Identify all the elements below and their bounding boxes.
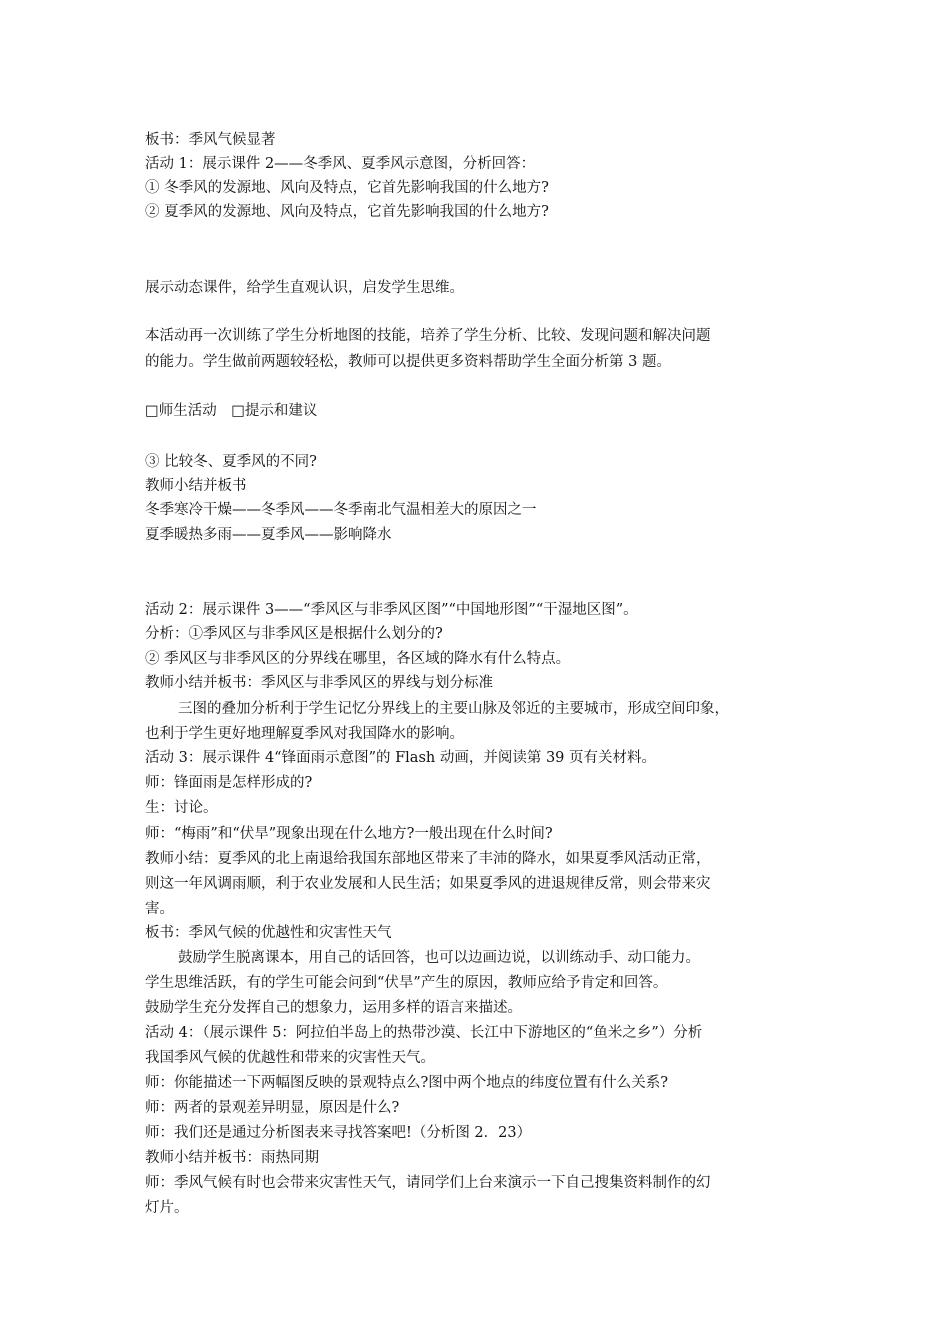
text-line: 教师小结并板书：季风区与非季风区的界线与划分标准	[145, 675, 493, 691]
text-line: ② 夏季风的发源地、风向及特点，它首先影响我国的什么地方?	[145, 204, 549, 220]
text-line: ① 冬季风的发源地、风向及特点，它首先影响我国的什么地方?	[145, 180, 549, 196]
text-line: 害。	[145, 901, 174, 917]
text-line: 生：讨论。	[145, 800, 218, 816]
text-line: 师：“梅雨”和“伏旱”现象出现在什么地方?一般出现在什么时间?	[145, 826, 553, 842]
text-line: 本活动再一次训练了学生分析地图的技能，培养了学生分析、比较、发现问题和解决问题	[145, 328, 711, 344]
text-line: 分析：①季风区与非季风区是根据什么划分的?	[145, 626, 443, 642]
text-line: 师：锋面雨是怎样形成的?	[145, 775, 313, 791]
text-line: 活动 1：展示课件 2——冬季风、夏季风示意图，分析回答：	[145, 156, 536, 172]
text-line: 鼓励学生充分发挥自己的想象力，运用多样的语言来描述。	[145, 1000, 522, 1016]
text-line: 学生思维活跃，有的学生可能会问到“伏旱”产生的原因，教师应给予肯定和回答。	[145, 975, 668, 991]
text-line: 活动 4：（展示课件 5：阿拉伯半岛上的热带沙漠、长江中下游地区的“鱼米之乡”）分析	[145, 1025, 703, 1041]
text-line: 师：我们还是通过分析图表来寻找答案吧!（分析图 2．23）	[145, 1125, 532, 1141]
text-line: 展示动态课件，给学生直观认识，启发学生思维。	[145, 280, 464, 296]
text-line: 冬季寒冷干燥——冬季风——冬季南北气温相差大的原因之一	[145, 502, 537, 518]
text-line: 则这一年风调雨顺，利于农业发展和人民生活；如果夏季风的进退规律反常，则会带来灾	[145, 876, 711, 892]
text-line: □师生活动 □提示和建议	[145, 403, 318, 419]
text-line: 活动 2：展示课件 3——“季风区与非季风区图”“中国地形图”“干湿地区图”。	[145, 602, 638, 618]
text-line: 三图的叠加分析利于学生记忆分界线上的主要山脉及邻近的主要城市，形成空间印象，	[178, 701, 729, 717]
text-line: 的能力。学生做前两题较轻松，教师可以提供更多资料帮助学生全面分析第 3 题。	[145, 354, 671, 370]
text-line: 我国季风气候的优越性和带来的灾害性天气。	[145, 1050, 435, 1066]
text-line: 活动 3：展示课件 4“锋面雨示意图”的 Flash 动画，并阅读第 39 页有关材料。	[145, 750, 657, 766]
text-line: 板书：季风气候的优越性和灾害性天气	[145, 925, 392, 941]
text-line: 灯片。	[145, 1200, 189, 1216]
text-line: 教师小结并板书	[145, 478, 247, 494]
text-line: 师：你能描述一下两幅图反映的景观特点么?图中两个地点的纬度位置有什么关系?	[145, 1075, 669, 1091]
text-line: 鼓励学生脱离课本，用自己的话回答，也可以边画边说，以训练动手、动口能力。	[178, 950, 700, 966]
text-line: ③ 比较冬、夏季风的不同?	[145, 454, 317, 470]
text-line: ② 季风区与非季风区的分界线在哪里，各区域的降水有什么特点。	[145, 651, 571, 667]
text-line: 师：季风气候有时也会带来灾害性天气，请同学们上台来演示一下自己搜集资料制作的幻	[145, 1175, 711, 1191]
text-line: 师：两者的景观差异明显，原因是什么?	[145, 1100, 400, 1116]
text-line: 夏季暖热多雨——夏季风——影响降水	[145, 527, 392, 543]
text-line: 板书：季风气候显著	[145, 132, 276, 148]
text-line: 也利于学生更好地理解夏季风对我国降水的影响。	[145, 726, 464, 742]
text-line: 教师小结并板书：雨热同期	[145, 1150, 319, 1166]
text-line: 教师小结：夏季风的北上南退给我国东部地区带来了丰沛的降水，如果夏季风活动正常，	[145, 851, 711, 867]
